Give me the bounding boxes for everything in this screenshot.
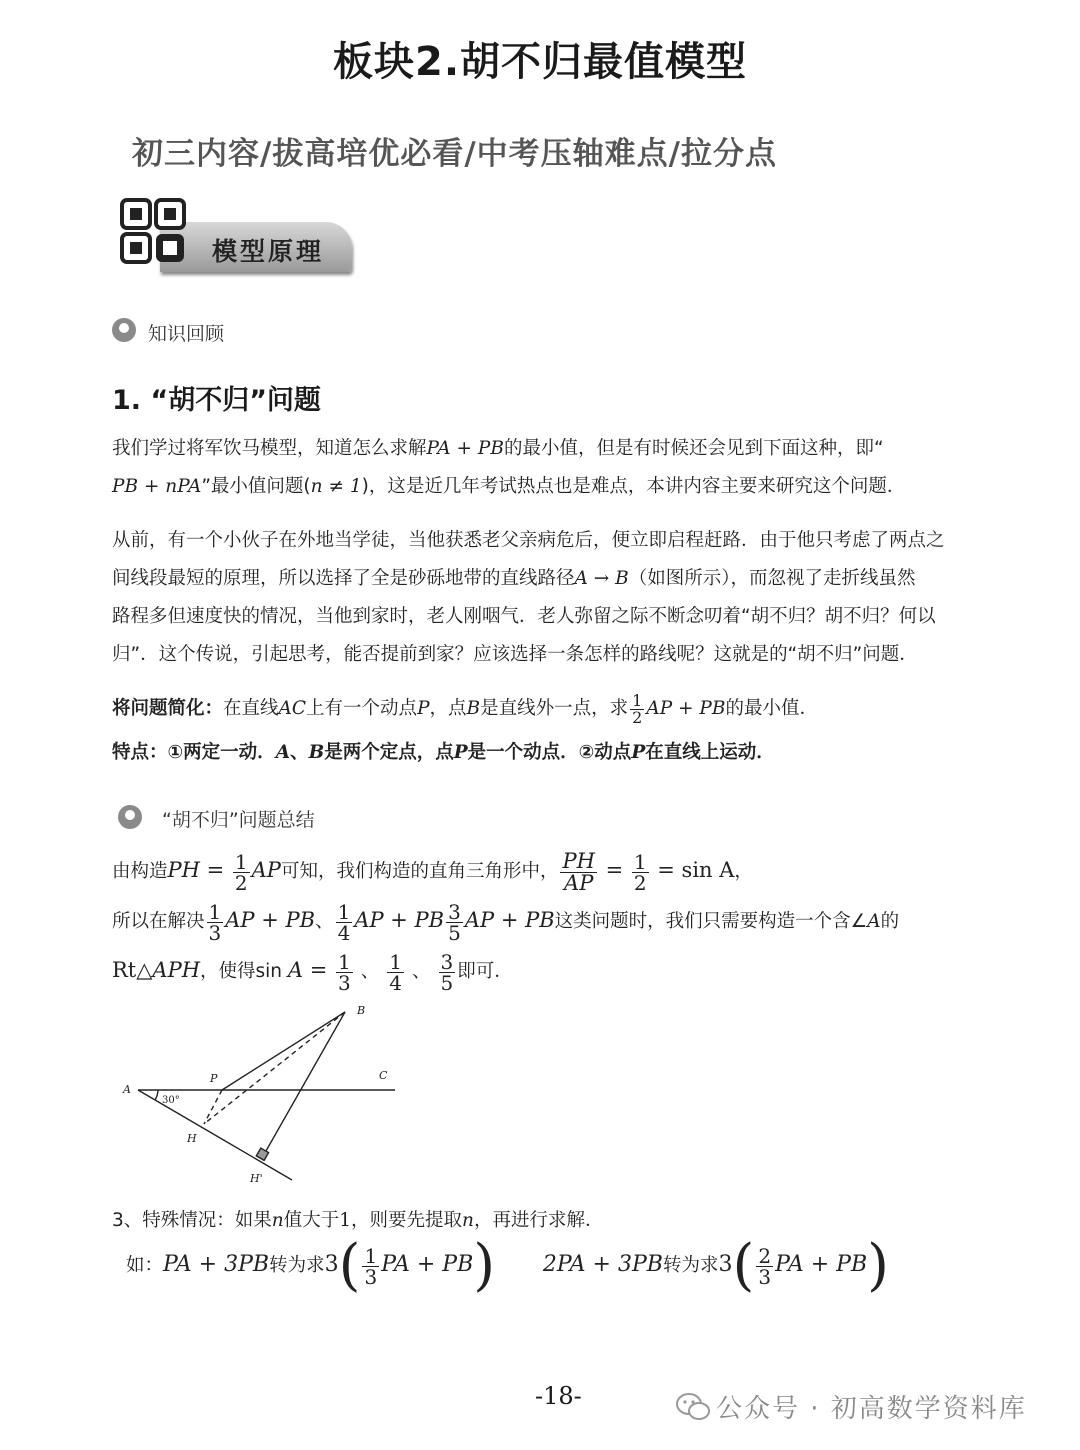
math: 1 (339, 1210, 351, 1231)
paren: ( (338, 1233, 361, 1298)
page-title: 板块2.胡不归最值模型 (332, 39, 748, 85)
label-h-prime: H' (250, 1172, 263, 1185)
text: 如： (126, 1255, 164, 1276)
math: PA + PB (426, 438, 504, 459)
label-a: A (123, 1083, 131, 1096)
text: 是一个动点．②动点 (467, 742, 632, 763)
text: ①两定一动． (167, 742, 276, 763)
feature-line (112, 734, 992, 772)
segment-pb (222, 1012, 345, 1090)
label: 特点： (112, 742, 168, 763)
fraction: $\frac{1}{3}$ (364, 1243, 378, 1289)
math: PB + nPA (112, 476, 202, 497)
intro-paragraph (112, 430, 992, 506)
text: 间线段最短的原理，所以选择了全是砂砾地带的直线路径 (112, 568, 575, 589)
math: AP + PB (464, 908, 555, 932)
text: 由构造 (112, 861, 168, 882)
paren: ( (732, 1233, 755, 1298)
fraction: $\frac{1}{4}$ (337, 899, 351, 945)
math: = (303, 958, 335, 982)
angle-arc (155, 1090, 158, 1100)
math: Rt△ (112, 958, 153, 982)
text: 这类问题时，我们只需要构造一个含∠ (554, 911, 868, 932)
math: APH (152, 958, 201, 982)
text: 、 (290, 742, 309, 763)
math: A (287, 958, 304, 982)
math: PA + 3PB (163, 1252, 270, 1277)
text: 从前，有一个小伙子在外地当学徒，当他获悉老父亲病危后，便立即启程赶路．由于他只考虑了两点之 (112, 530, 945, 551)
page-number: -18- (535, 1382, 582, 1410)
segment-bh-prime (262, 1012, 345, 1158)
text: 的最小值，但是有时候还会见到下面这种，即“ (503, 438, 884, 459)
math: n ≠ 1 (310, 476, 362, 497)
math: 2PA + 3PB (542, 1252, 663, 1277)
segment-ph-dashed (204, 1090, 222, 1124)
simplify-line (112, 690, 992, 728)
fraction: $\frac{2}{3}$ (758, 1243, 772, 1289)
text: 可知，我们构造的直角三角形中， (280, 861, 559, 882)
label-c: C (379, 1069, 388, 1082)
text: 归”．这个传说，引起思考，能否提前到家？应该选择一条怎样的路线呢？这就是的“胡不归”问题． (112, 644, 918, 665)
text: )，这是近几年考试热点也是难点，本讲内容主要来研究这个问题． (361, 476, 906, 497)
fraction: $\frac{1}{2}$ (632, 690, 643, 727)
math: A (275, 742, 291, 763)
wechat-icon (676, 1392, 710, 1422)
label-p: P (210, 1072, 218, 1085)
text: 在直线 (223, 698, 279, 719)
math: P (417, 698, 430, 719)
paren: ) (473, 1233, 496, 1298)
text: 我们学过将军饮马模型，知道怎么求解 (112, 438, 427, 459)
fraction: $\frac{1}{3}$ (338, 949, 351, 995)
text: 是直线外一点，求 (480, 698, 629, 719)
segment-bh-dashed (204, 1012, 345, 1124)
text: ， (734, 861, 753, 882)
text: 即可． (457, 961, 513, 982)
text: （如图所示），而忽视了走折线虽然 (628, 568, 916, 589)
math: 3 (718, 1252, 733, 1277)
math: P (631, 742, 646, 763)
math: AP + PB (225, 908, 316, 932)
math: = sin A (650, 858, 735, 882)
math: A (867, 911, 881, 932)
watermark: 公众号 · 初高数学资料库 (716, 1394, 1027, 1424)
section-label: 知识回顾 (148, 323, 225, 345)
fraction: $\frac{PH}{AP}$ (562, 848, 595, 895)
label-b: B (357, 1004, 366, 1017)
qr-code-icon (120, 198, 186, 264)
label-h: H (187, 1132, 197, 1145)
text: 是两个定点，点 (324, 742, 454, 763)
math: PA + PB (775, 1252, 868, 1277)
math: AP + PB (354, 908, 445, 932)
section-heading: 1. “胡不归”问题 (112, 385, 321, 416)
banner-label: 模型原理 (212, 237, 325, 266)
math: AP (251, 858, 281, 882)
text: 所以在解决 (112, 911, 205, 932)
fraction: $\frac{1}{2}$ (633, 849, 647, 895)
text: 的 (880, 911, 900, 932)
text: ，再进行求解． (473, 1210, 604, 1231)
text: 值大于 (283, 1210, 340, 1231)
label: 将问题简化： (112, 698, 224, 719)
text: 转为求 (269, 1255, 325, 1276)
fraction: $\frac{1}{3}$ (208, 899, 222, 945)
text: 路程多但速度快的情况，当他到家时，老人刚咽气．老人弥留之际不断念叨着“胡不归？胡不归？何以 (112, 606, 936, 627)
summary-line-3 (112, 942, 992, 1000)
section-label: “胡不归”问题总结 (162, 809, 315, 831)
text: ，使得sin (200, 961, 288, 982)
fraction: $\frac{1}{4}$ (389, 949, 403, 995)
text: ，点 (429, 698, 467, 719)
fraction: $\frac{3}{5}$ (448, 899, 461, 945)
math: n (271, 1210, 284, 1231)
text: 、 (412, 961, 431, 982)
label-angle: 30° (162, 1095, 180, 1106)
math: PH = (167, 858, 231, 882)
text: 的最小值． (725, 698, 818, 719)
math: 3 (324, 1252, 339, 1277)
text: 3、特殊情况：如果 (112, 1210, 272, 1231)
math: AP + PB (646, 698, 726, 719)
math: B (308, 742, 325, 763)
text: ”最小值问题( (201, 476, 311, 497)
text: 转为求 (662, 1255, 719, 1276)
math: B (466, 698, 481, 719)
fraction: $\frac{3}{5}$ (440, 949, 454, 995)
text: 上有一个动点 (306, 698, 418, 719)
math: AC (278, 698, 307, 719)
geometry-figure (110, 998, 410, 1188)
paren: ) (867, 1233, 889, 1298)
page-subtitle: 初三内容/拔高培优必看/中考压轴难点/拉分点 (132, 136, 777, 172)
fraction: $\frac{1}{2}$ (234, 849, 248, 895)
math: PA + PB (381, 1252, 474, 1277)
example-line (126, 1232, 1026, 1299)
math: A → B (574, 568, 629, 589)
text: 、 (315, 911, 334, 932)
lightbulb-icon (118, 805, 142, 829)
story-paragraph (112, 522, 992, 674)
math: P (453, 742, 468, 763)
text: 、 (360, 961, 380, 982)
math: n (462, 1210, 474, 1231)
text: 在直线上运动． (645, 742, 775, 763)
text: ，则要先提取 (351, 1210, 463, 1231)
math: = (598, 858, 630, 882)
lightbulb-icon (112, 318, 136, 342)
